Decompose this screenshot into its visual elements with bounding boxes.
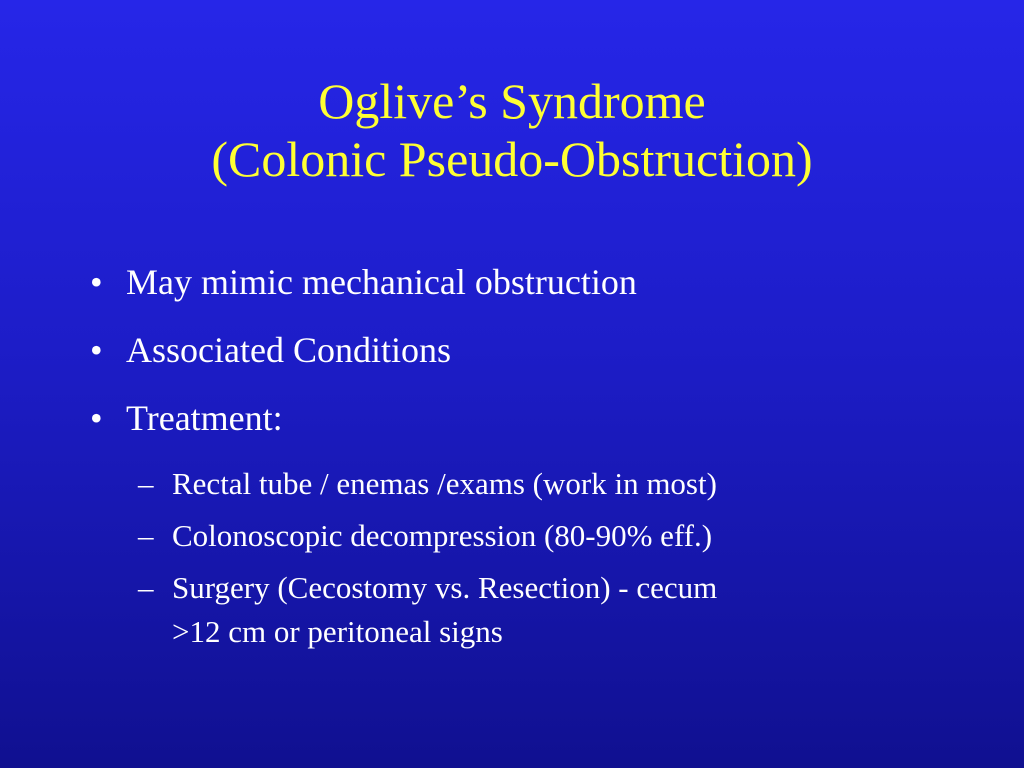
sub-bullet-item [90, 566, 950, 654]
bullet-item [90, 326, 950, 374]
slide-title [0, 72, 1024, 188]
bullet-text: May mimic mechanical obstruction [126, 262, 637, 302]
title-line-2: (Colonic Pseudo-Obstruction) [211, 131, 813, 187]
bullet-text: Associated Conditions [126, 330, 451, 370]
sub-bullet-item [90, 462, 950, 506]
bullet-icon: • [90, 262, 103, 302]
dash-icon: – [138, 518, 154, 553]
sub-bullet-text: Surgery (Cecostomy vs. Resection) - cecum [172, 570, 718, 605]
bullet-text: Treatment: [126, 398, 283, 438]
dash-icon: – [138, 466, 154, 501]
bullet-item [90, 258, 950, 306]
dash-icon: – [138, 570, 154, 605]
bullet-icon: • [90, 330, 103, 370]
title-line-1: Oglive’s Syndrome [318, 73, 706, 129]
sub-bullet-item [90, 514, 950, 558]
bullet-list [90, 258, 950, 662]
bullet-icon: • [90, 398, 103, 438]
sub-bullet-text: Colonoscopic decompression (80-90% eff.) [172, 518, 713, 553]
bullet-item [90, 394, 950, 442]
sub-bullet-text: Rectal tube / enemas /exams (work in most) [172, 466, 717, 501]
sub-bullet-continuation: >12 cm or peritoneal signs [172, 614, 503, 649]
